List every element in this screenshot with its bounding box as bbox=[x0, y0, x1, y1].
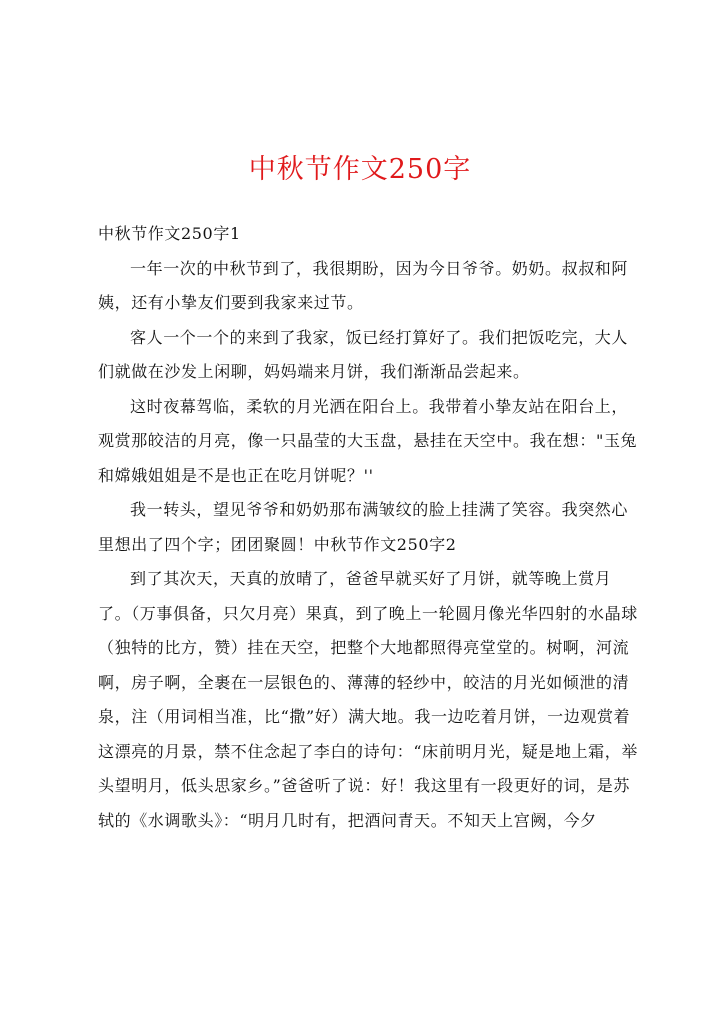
paragraph-3: 这时夜幕驾临，柔软的月光洒在阳台上。我带着小挚友站在阳台上，观赏那皎洁的月亮，像一只晶莹的大玉盘，悬挂在天空中。我在想："玉兔和嫦娥姐姐是不是也正在吃月饼呢？'' bbox=[98, 396, 638, 485]
paragraph-2: 客人一个一个的来到了我家，饭已经打算好了。我们把饭吃完，大人们就做在沙发上闲聊，妈妈端来月饼，我们渐渐品尝起来。 bbox=[98, 327, 629, 381]
document-title: 中秋节作文250字 bbox=[248, 154, 472, 185]
paragraph-1: 一年一次的中秋节到了，我很期盼，因为今日爷爷。奶奶。叔叔和阿姨，还有小挚友们要到我家来过节。 bbox=[98, 258, 629, 312]
paragraph-4: 我一转头，望见爷爷和奶奶那布满皱纹的脸上挂满了笑容。我突然心里想出了四个字；团团聚圆！中秋节作文250字2 bbox=[98, 500, 629, 554]
document-body bbox=[98, 217, 643, 838]
paragraph-5: 到了其次天，天真的放晴了，爸爸早就买好了月饼，就等晚上赏月了。（万事俱备，只欠月亮）果真，到了晚上一轮圆月像光华四射的水晶球（独特的比方，赞）挂在天空，把整个大地都照得亮堂堂的。树啊，河流啊，房子啊，全裹在一层银色的、薄薄的轻纱中，皎洁的月光如倾泄的清泉，注（用词相当准，比“撒”好）满大地。我一边吃着月饼，一边观赏着这漂亮的月景，禁不住念起了李白的诗句：“床前明月光，疑是地上霜，举头望明月，低头思家乡。”爸爸听了说：好！我这里有一段更好的词，是苏轼的《水调歌头》：“明月几时有，把酒问青天。不知天上宫阙，今夕 bbox=[98, 569, 638, 830]
section-heading: 中秋节作文250字1 bbox=[98, 224, 241, 243]
